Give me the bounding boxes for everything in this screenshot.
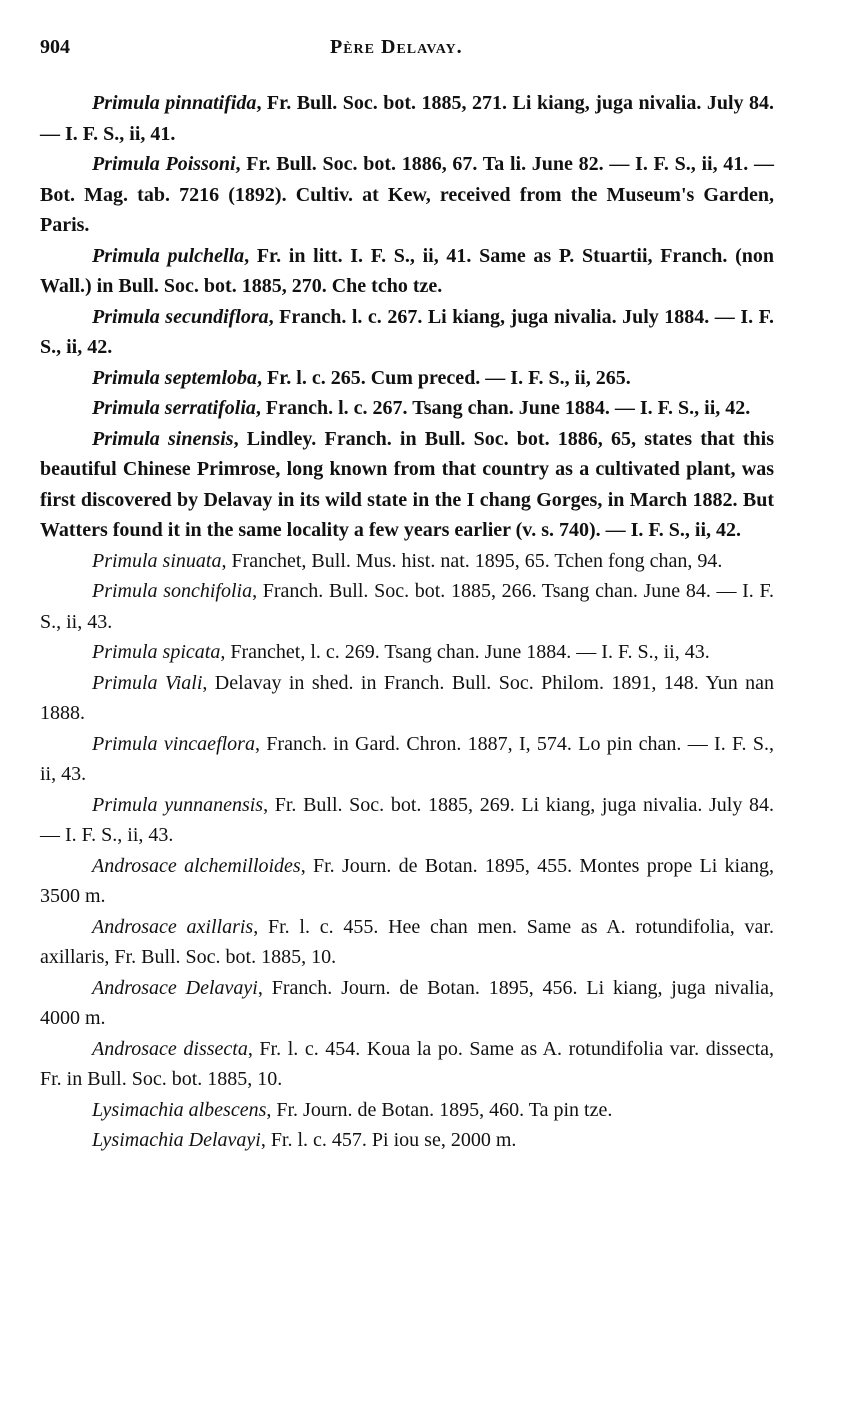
species-entry <box>40 637 774 668</box>
species-citation: , Delavay in shed. in Franch. Bull. Soc. Philom. 1891, 148. Yun nan 1888. <box>40 671 774 724</box>
species-citation: , Fr. l. c. 265. Cum preced. — I. F. S., ii, 265. <box>257 366 631 389</box>
species-entry <box>40 729 774 790</box>
species-entry <box>40 424 774 546</box>
species-entry <box>40 88 774 149</box>
species-entry <box>40 393 774 424</box>
species-name: Primula pinnatifida <box>92 92 257 114</box>
species-name: Primula serratifolia <box>92 397 256 419</box>
species-name: Primula septemloba <box>92 366 257 389</box>
species-name: Primula sinuata <box>92 549 222 572</box>
species-citation: , Fr. l. c. 454. Koua la po. Same as A. rotundifolia var. dissecta, Fr. in Bull. Soc. bot. 1885, 10. <box>40 1037 775 1090</box>
species-citation: , Fr. Bull. Soc. bot. 1885, 269. Li kiang, juga nivalia. July 84. — I. F. S., ii, 43. <box>40 793 775 846</box>
species-name: Primula spicata <box>92 641 221 663</box>
species-citation: , Franch. l. c. 267. Li kiang, juga nivalia. July 1884. — I. F. S., ii, 42. <box>40 305 774 358</box>
species-entry <box>40 973 774 1034</box>
species-name: Primula sinensis <box>92 427 234 450</box>
species-citation: , Franchet, Bull. Mus. hist. nat. 1895, 65. Tchen fong chan, 94. <box>221 549 723 572</box>
species-citation: , Franch. Journ. de Botan. 1895, 456. Li kiang, juga nivalia, 4000 m. <box>40 976 775 1029</box>
species-entry <box>40 1034 774 1095</box>
species-citation: , Fr. l. c. 457. Pi iou se, 2000 m. <box>260 1129 517 1151</box>
species-entry <box>40 1095 774 1126</box>
species-entry <box>40 912 774 973</box>
species-citation: , Fr. Bull. Soc. bot. 1885, 271. Li kiang, juga nivalia. July 84. — I. F. S., ii, 41. <box>40 92 774 145</box>
species-name: Primula secundiflora <box>92 305 269 328</box>
species-name: Androsace axillaris <box>92 915 254 938</box>
running-title: Père Delavay. <box>330 36 463 58</box>
species-entry <box>40 1125 774 1156</box>
species-name: Primula sonchifolia <box>92 580 253 602</box>
species-citation: , Fr. in litt. I. F. S., ii, 41. Same as P. Stuartii, Franch. (non Wall.) in Bull. Soc. bot. 1885, 270. Che tcho tze. <box>40 244 774 297</box>
species-entry <box>40 576 774 637</box>
species-citation: , Franch. Bull. Soc. bot. 1885, 266. Tsang chan. June 84. — I. F. S., ii, 43. <box>40 580 774 633</box>
species-citation: , Fr. Bull. Soc. bot. 1886, 67. Ta li. June 82. — I. F. S., ii, 41. — Bot. Mag. tab. 7216 (1892). Cultiv. at Kew, received from the Museum's Garden, Paris. <box>40 153 774 236</box>
species-name: Androsace Delavayi <box>92 976 258 999</box>
species-entry <box>40 302 774 363</box>
species-name: Primula Poissoni <box>92 153 236 175</box>
species-entry <box>40 851 774 912</box>
species-citation: , Fr. Journ. de Botan. 1895, 460. Ta pin tze. <box>266 1098 613 1121</box>
species-name: Androsace dissecta <box>92 1037 248 1060</box>
page-number: 904 <box>40 36 70 58</box>
species-name: Primula pulchella <box>92 244 245 267</box>
species-entry <box>40 241 774 302</box>
species-entry <box>40 790 774 851</box>
page-header <box>40 36 812 66</box>
species-citation: , Fr. l. c. 455. Hee chan men. Same as A. rotundifolia, var. axillaris, Fr. Bull. Soc. bot. 1885, 10. <box>40 915 774 968</box>
species-citation: , Franchet, l. c. 269. Tsang chan. June 1884. — I. F. S., ii, 43. <box>220 641 710 663</box>
species-name: Androsace alchemilloides <box>92 854 301 877</box>
species-entry <box>40 546 774 577</box>
species-name: Lysimachia Delavayi <box>92 1129 261 1151</box>
species-citation: , Franch. l. c. 267. Tsang chan. June 1884. — I. F. S., ii, 42. <box>255 397 751 419</box>
species-name: Primula yunnanensis <box>92 793 264 816</box>
species-citation: , Franch. in Gard. Chron. 1887, I, 574. Lo pin chan. — I. F. S., ii, 43. <box>40 732 774 785</box>
species-list <box>40 88 774 1156</box>
species-entry <box>40 363 774 394</box>
species-entry <box>40 149 774 241</box>
species-name: Lysimachia albescens <box>92 1098 267 1121</box>
species-name: Primula Viali <box>92 671 203 694</box>
species-citation: , Lindley. Franch. in Bull. Soc. bot. 1886, 65, states that this beautiful Chinese Primrose, long known from that country as a cultivated plant, was first discovered by Delavay in its wild state in the I chang Gorges, in March 1882. But Watters found it in the same locality a few years earlier (v. s. 740). — I. F. S., ii, 42. <box>40 427 774 541</box>
species-citation: , Fr. Journ. de Botan. 1895, 455. Montes prope Li kiang, 3500 m. <box>40 854 774 907</box>
species-name: Primula vincaeflora <box>92 732 255 755</box>
species-entry <box>40 668 774 729</box>
